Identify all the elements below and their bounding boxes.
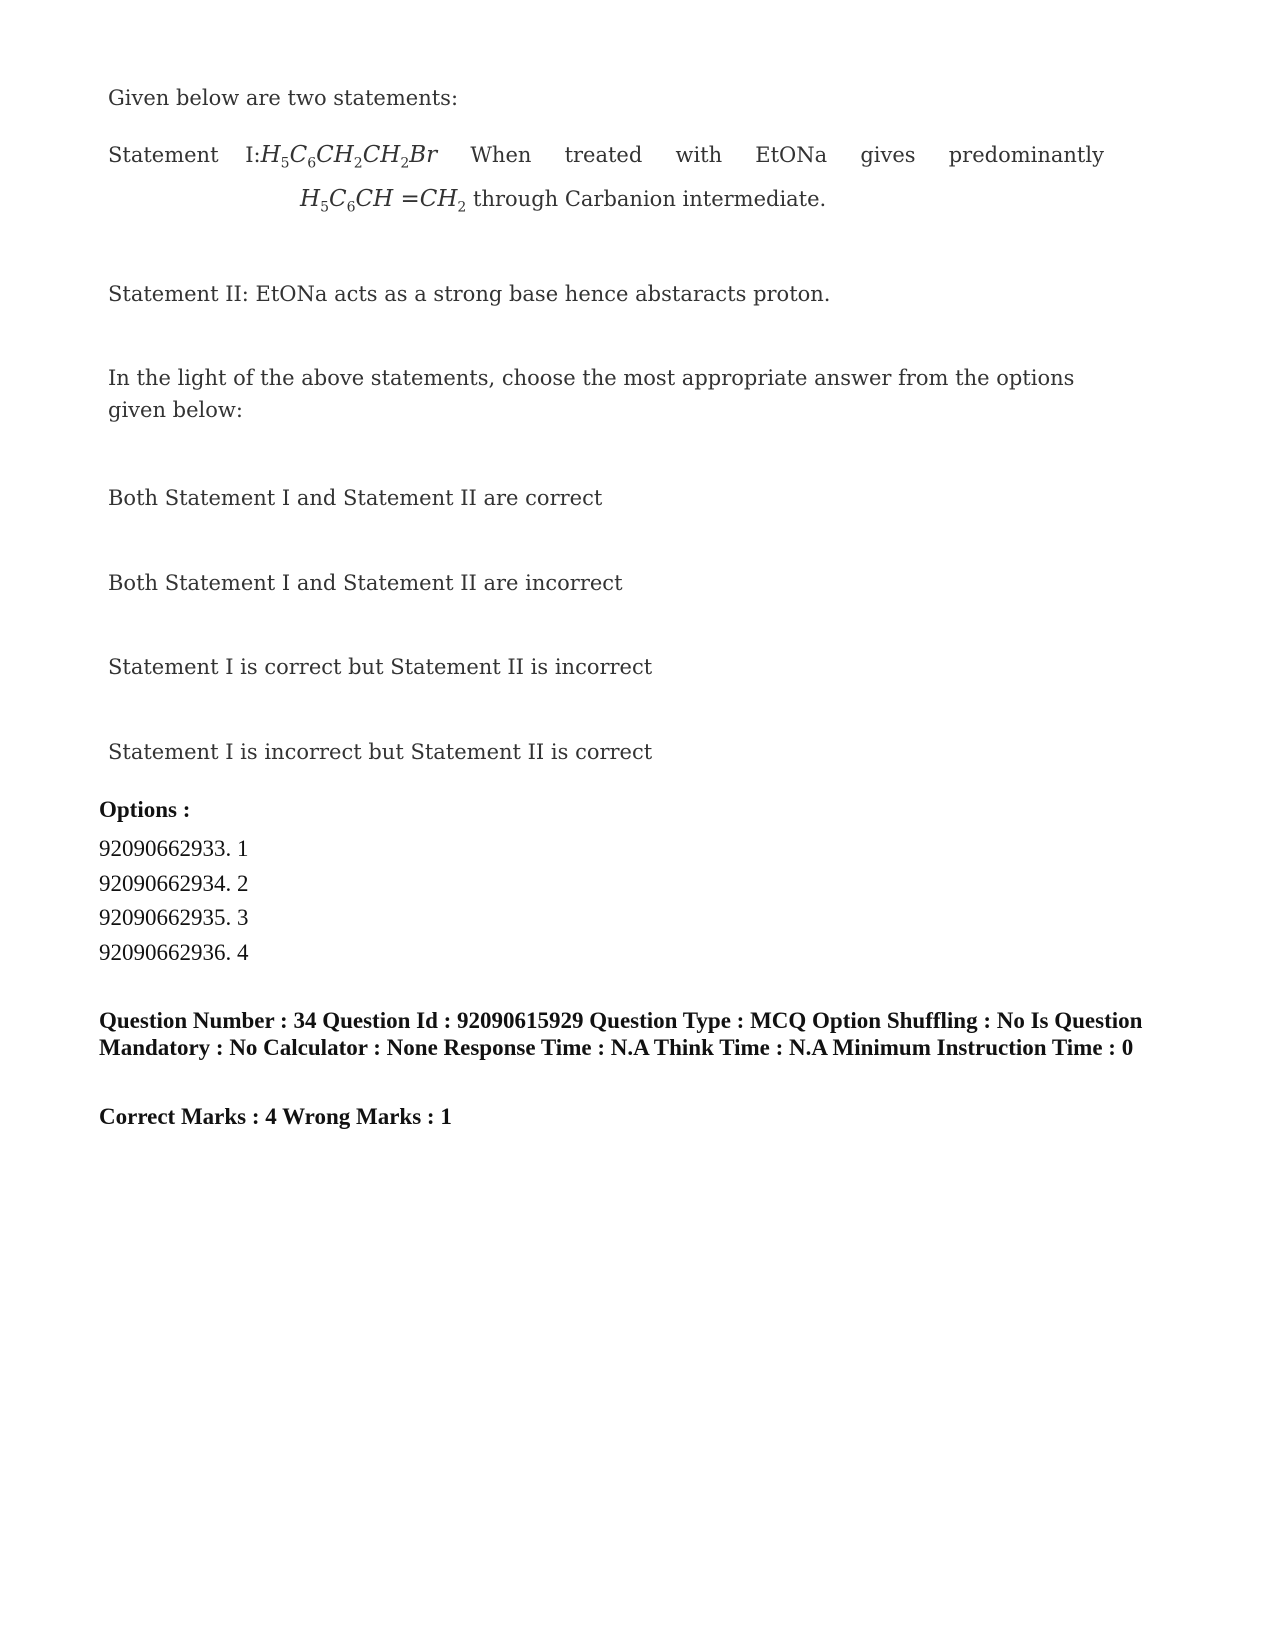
option-item: 92090662936. 4 bbox=[99, 939, 249, 965]
question-info: Question Number : 34 Question Id : 92090615929 Question Type : MCQ Option Shuffling : No Is Question Mandatory : No Calculator : None Response Time : N.A Think Time : N.A Minimum Instruction Time : 0 bbox=[99, 1008, 1143, 1060]
product-formula: $H_5C_6CH =CH_2$ bbox=[300, 186, 467, 216]
statement-1-word: treated bbox=[564, 143, 643, 167]
options-list bbox=[99, 832, 249, 970]
statement-1-line-2 bbox=[300, 186, 826, 216]
statement-1-label: Statement $I:H_5C_6CH_2CH_2Br$ bbox=[108, 142, 438, 172]
statement-1-suffix: through Carbanion intermediate. bbox=[473, 187, 827, 211]
options-heading: Options : bbox=[99, 797, 191, 822]
statement-1-word: with bbox=[675, 143, 723, 167]
statement-2: Statement II: EtONa acts as a strong base hence abstaracts proton. bbox=[108, 282, 831, 306]
choice-4: Statement I is incorrect but Statement II is correct bbox=[108, 740, 653, 764]
statement-1-line-1 bbox=[108, 142, 1104, 172]
option-item: 92090662935. 3 bbox=[99, 905, 249, 930]
statement-1-word: EtONa bbox=[755, 143, 828, 167]
reactant-formula: $H_5C_6CH_2CH_2Br$ bbox=[260, 142, 438, 172]
choice-2: Both Statement I and Statement II are incorrect bbox=[108, 571, 623, 595]
instruction-line-2: given below: bbox=[108, 398, 243, 422]
question-intro: Given below are two statements: bbox=[108, 86, 459, 110]
option-item: 92090662933. 1 bbox=[99, 836, 249, 861]
choice-1: Both Statement I and Statement II are correct bbox=[108, 486, 603, 510]
statement-1-word: predominantly bbox=[948, 143, 1104, 167]
instruction-line-1: In the light of the above statements, choose the most appropriate answer from the options bbox=[108, 366, 1075, 390]
option-item: 92090662934. 2 bbox=[99, 870, 249, 896]
statement-1-word: gives bbox=[860, 143, 916, 167]
statement-1-word: When bbox=[470, 143, 532, 167]
choice-3: Statement I is correct but Statement II is incorrect bbox=[108, 655, 653, 679]
marks-info: Correct Marks : 4 Wrong Marks : 1 bbox=[99, 1104, 452, 1129]
